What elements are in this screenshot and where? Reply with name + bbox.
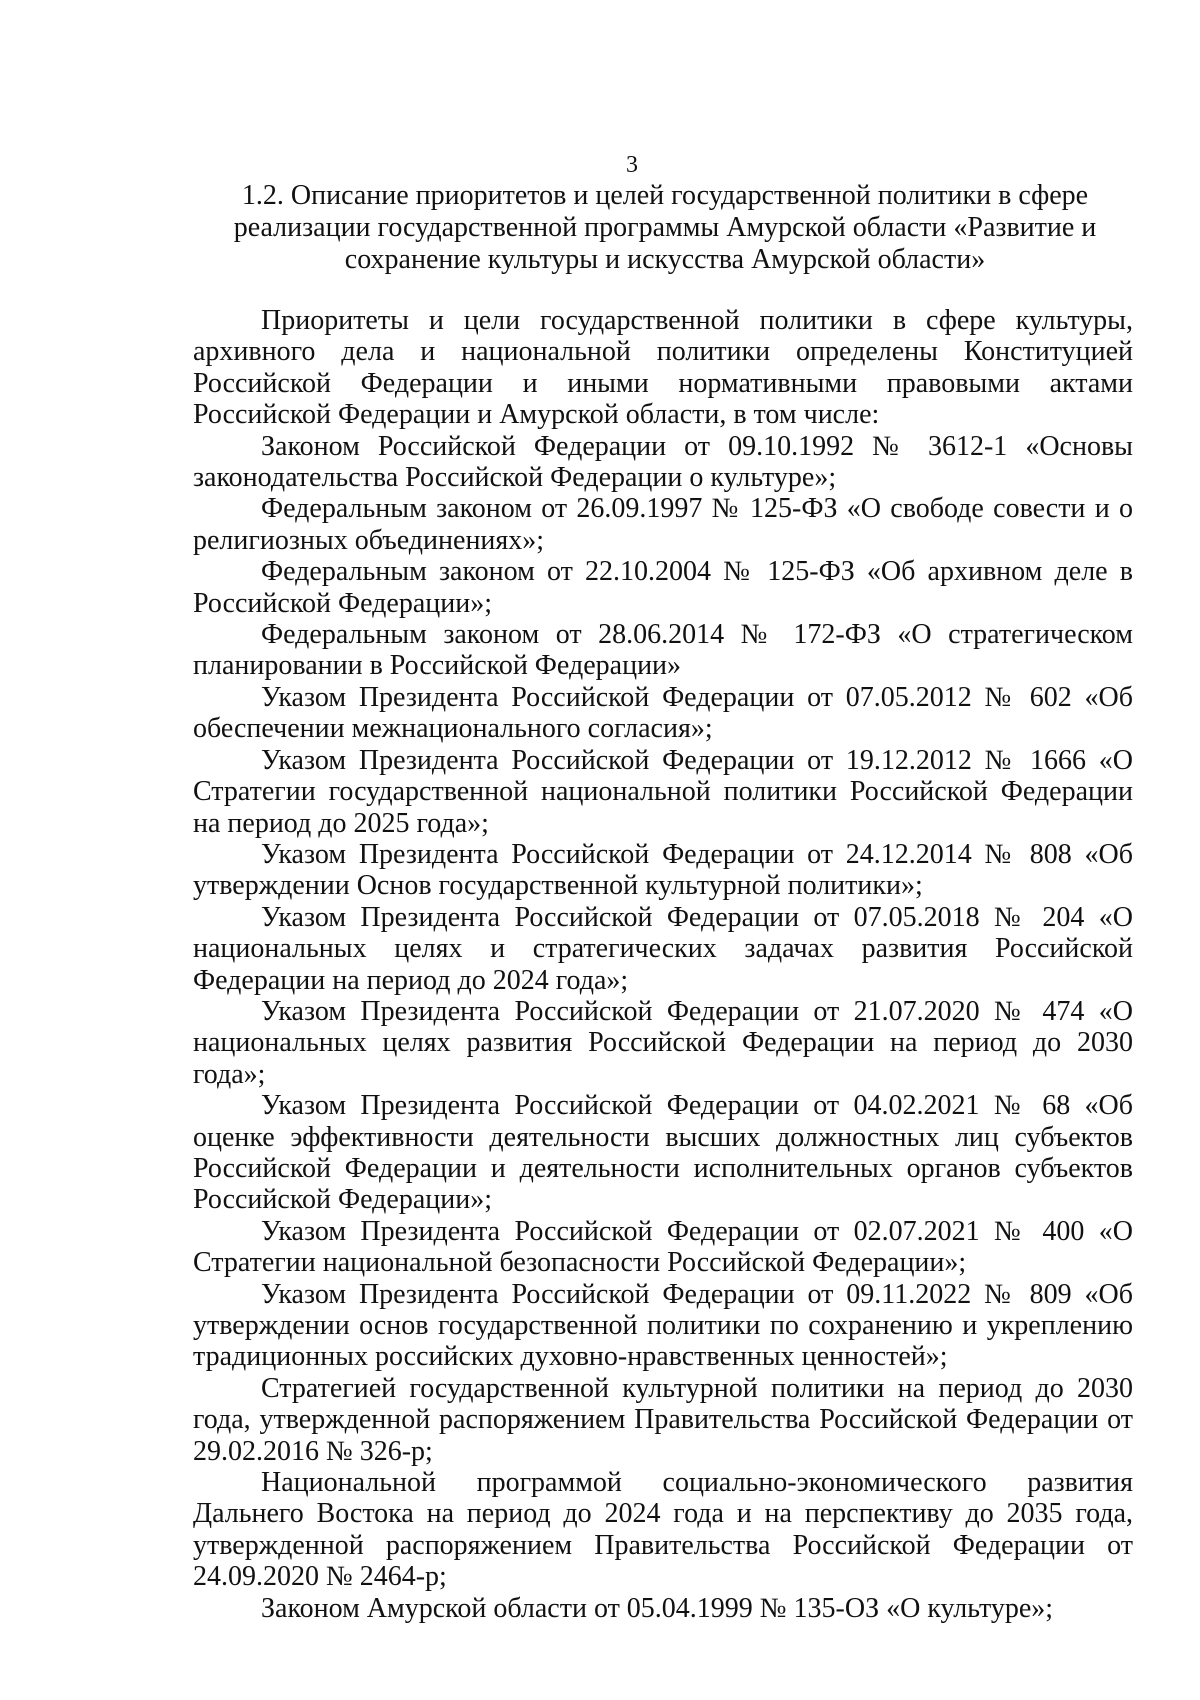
list-item: Стратегией государственной культурной политики на период до 2030 года, утвержденной распоряжением Правительства Российской Федерации от 29.02.2016 № 326-р;: [193, 1372, 1133, 1467]
list-item: Указом Президента Российской Федерации от 19.12.2012 № 1666 «О Стратегии государственной национальной политики Российской Федерации на период до 2025 года»;: [193, 744, 1133, 839]
list-item: Указом Президента Российской Федерации от 09.11.2022 № 809 «Об утверждении основ государственной политики по сохранению и укреплению традиционных российских духовно-нравственных ценностей»;: [193, 1278, 1133, 1373]
list-item: Указом Президента Российской Федерации от 24.12.2014 № 808 «Об утверждении Основ государственной культурной политики»;: [193, 838, 1133, 902]
list-item: Законом Амурской области от 05.04.1999 № 135-ОЗ «О культуре»;: [261, 1592, 1054, 1624]
list-item: Федеральным законом от 26.09.1997 № 125-ФЗ «О свободе совести и о религиозных объединениях»;: [193, 493, 1133, 556]
page-number: 3: [626, 152, 638, 178]
list-item: Указом Президента Российской Федерации от 07.05.2012 № 602 «Об обеспечении межнационального согласия»;: [193, 681, 1133, 745]
list-item: Законом Российской Федерации от 09.10.1992 № 3612-1 «Основы законодательства Российской Федерации о культуре»;: [193, 430, 1133, 494]
list-item: Указом Президента Российской Федерации от 07.05.2018 № 204 «О национальных целях и стратегических задачах развития Российской Федерации на период до 2024 года»;: [193, 901, 1133, 996]
list-item: Федеральным законом от 28.06.2014 № 172-ФЗ «О стратегическом планировании в Российской Федерации»: [193, 619, 1133, 682]
list-item: Национальной программой социально-экономического развития Дальнего Востока на период до 2024 года и на перспективу до 2035 года, утвержденной распоряжением Правительства Российской Федерации от 24.09.2020 № 2464-р;: [193, 1467, 1133, 1593]
list-item: Указом Президента Российской Федерации от 21.07.2020 № 474 «О национальных целях развития Российской Федерации на период до 2030 года»;: [193, 995, 1133, 1090]
document-body: [193, 305, 1133, 1624]
list-item: Указом Президента Российской Федерации от 02.07.2021 № 400 «О Стратегии национальной безопасности Российской Федерации»;: [193, 1215, 1133, 1279]
list-item: Федеральным законом от 22.10.2004 № 125-ФЗ «Об архивном деле в Российской Федерации»;: [193, 556, 1133, 619]
section-heading: 1.2. Описание приоритетов и целей государственной политики в сфере реализации государственной программы Амурской области «Развитие и сохранение культуры и искусства Амурской области»: [233, 180, 1097, 275]
list-item: Указом Президента Российской Федерации от 04.02.2021 № 68 «Об оценке эффективности деятельности высших должностных лиц субъектов Российской Федерации и деятельности исполнительных органов субъектов Российской Федерации»;: [193, 1090, 1133, 1216]
paragraph-intro: Приоритеты и цели государственной политики в сфере культуры, архивного дела и национальной политики определены Конституцией Российской Федерации и иными нормативными правовыми актами Российской Федерации и Амурской области, в том числе:: [193, 305, 1133, 431]
